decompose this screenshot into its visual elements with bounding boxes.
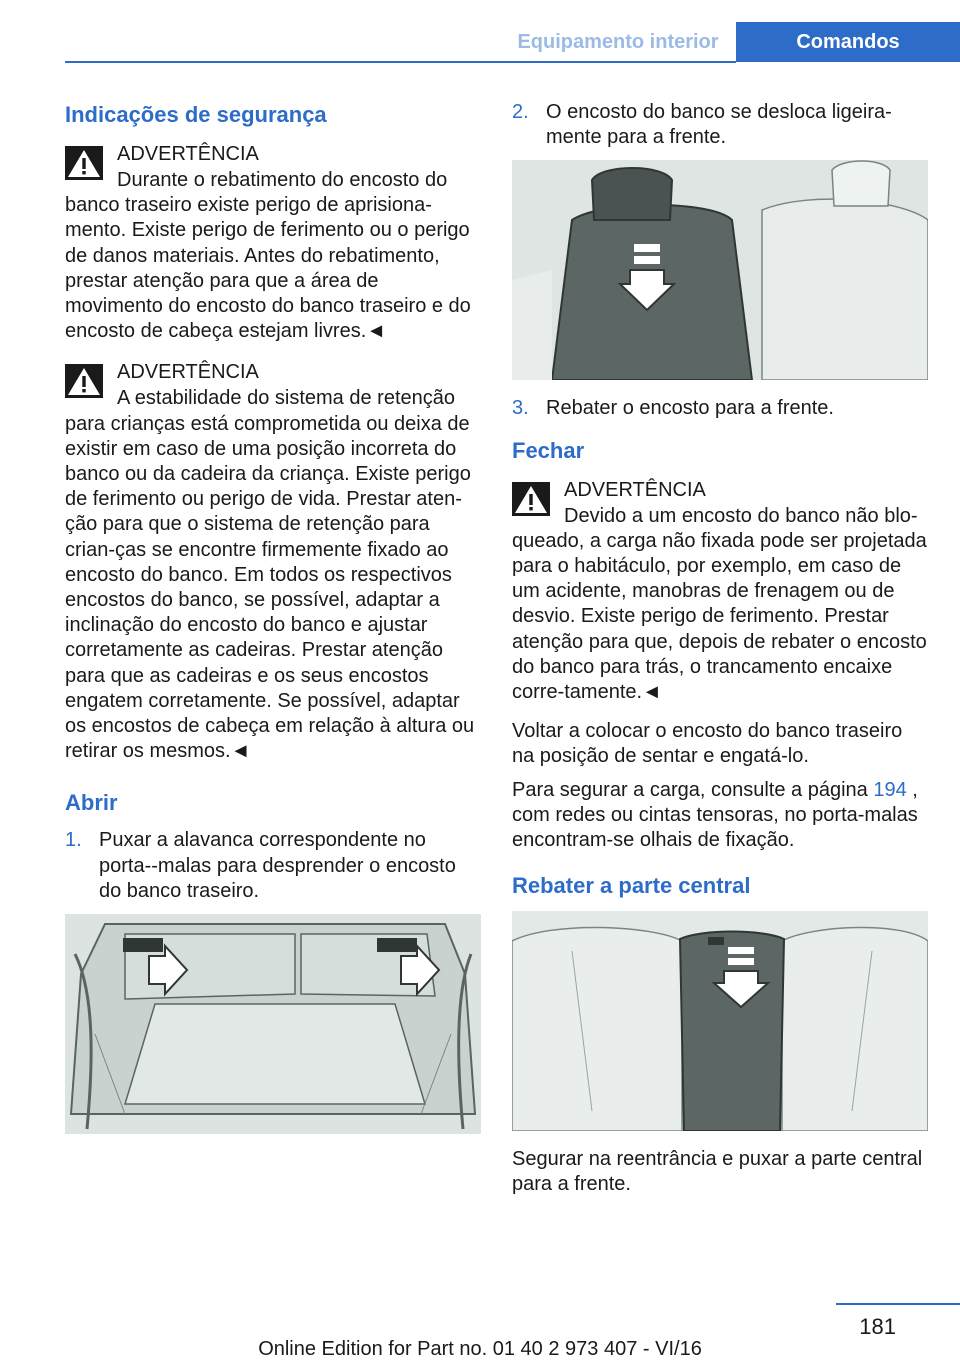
warning-title: ADVERTÊNCIA xyxy=(564,478,706,501)
step-item xyxy=(512,100,928,150)
warning-triangle-icon xyxy=(65,146,103,180)
cargo-text-post: , com redes ou cintas tensoras, no porta-malas encontram-se olhais de fixação. xyxy=(512,778,918,852)
open-steps xyxy=(65,828,481,904)
page-number: 181 xyxy=(859,1314,896,1339)
section-tab[interactable]: Equipamento interior xyxy=(517,30,719,53)
warning-title: ADVERTÊNCIA xyxy=(117,143,259,165)
backrest-release-illustration xyxy=(512,160,928,380)
trunk-release-lever-illustration xyxy=(65,914,481,1134)
warning-triangle-icon xyxy=(512,482,550,516)
warning-head xyxy=(65,140,481,193)
step-number: 3. xyxy=(512,397,529,420)
paragraph-reposition: Voltar a colocar o encosto do banco traseiro na posição de sentar e engatá-lo. xyxy=(512,720,903,768)
warning-triangle-icon xyxy=(65,364,103,398)
seat-drawing xyxy=(512,160,928,380)
open-steps-continued xyxy=(512,100,928,150)
warning-title: ADVERTÊNCIA xyxy=(117,361,259,384)
footer-rule xyxy=(836,1303,960,1305)
trunk-drawing xyxy=(65,914,481,1134)
warning-text: queado, a carga não fixada pode ser projetada para o habitáculo, por exemplo, em caso de um acidente, manobras de frenagem ou de desvio. Existe perigo de ferimento. Prestar atenção para que, depois de rebater o encosto do banco para trás, o trancamento encaixe corre-tamente.◄ xyxy=(512,529,927,704)
warning-text: banco traseiro existe perigo de aprisiona-mento. Existe perigo de ferimento ou o perigo de danos materiais. Antes do rebatimento, prestar atenção para que a área de movimento do encosto do banco traseiro e do encosto de cabeça estejam livres.◄ xyxy=(65,194,471,343)
edition-footer: Online Edition for Part no. 01 40 2 973 407 - VI/16 xyxy=(258,1338,702,1360)
center-heading: Rebater a parte central xyxy=(512,873,751,899)
warning-first-line: Devido a um encosto do banco não blo- xyxy=(564,504,918,527)
open-heading: Abrir xyxy=(65,790,118,816)
center-section-illustration xyxy=(512,911,928,1131)
close-heading: Fechar xyxy=(512,437,585,463)
warning-block-3 xyxy=(512,476,928,706)
step-item xyxy=(512,396,928,421)
step-number: 1. xyxy=(65,829,82,852)
warning-text: para crianças está comprometida ou deixa de existir em caso de uma posição incorreta do banco ou da cadeira da criança. Existe perigo de ferimento ou perigo de vida. Prestar aten-ção para que o sistema de retenção para crian-ças se encontre firmemente fixado ao encosto do banco. Em todos os respectivos encostos do banco, se possível, adaptar a inclinação do encosto do banco e ajustar corretamente as cadeiras. Prestar atenção para que as cadeiras e os seus encostos engatem corretamente. Se possível, adaptar os encostos de cabeça em relação à altura ou retirar os mesmos.◄ xyxy=(65,412,475,763)
paragraph-cargo xyxy=(512,778,928,854)
step-text: O encosto do banco se desloca ligeira-mente para a frente. xyxy=(546,101,892,149)
step-text: Rebater o encosto para a frente. xyxy=(546,397,834,420)
header-rule xyxy=(65,61,736,63)
page-link[interactable]: 194 xyxy=(873,778,907,801)
safety-heading: Indicações de segurança xyxy=(65,102,327,127)
step-number: 2. xyxy=(512,101,529,123)
right-column xyxy=(512,100,928,1206)
warning-head xyxy=(512,476,928,529)
warning-block-2 xyxy=(65,358,481,764)
warning-head xyxy=(65,358,481,411)
cargo-text-pre: Para segurar a carga, consulte a página xyxy=(512,778,874,801)
warning-first-line: Durante o rebatimento do encosto do xyxy=(117,169,448,191)
warning-block-1 xyxy=(65,140,481,344)
center-seat-drawing xyxy=(512,911,928,1131)
header-tabs xyxy=(500,22,960,62)
left-column xyxy=(65,100,481,1150)
open-steps-final xyxy=(512,396,928,421)
step-item xyxy=(65,828,481,904)
warning-first-line: A estabilidade do sistema de retenção xyxy=(117,387,455,410)
chapter-tab[interactable]: Comandos xyxy=(736,22,960,62)
step-text: Puxar a alavanca correspondente no porta--malas para desprender o encosto do banco traseiro. xyxy=(99,829,456,902)
paragraph-center: Segurar na reentrância e puxar a parte central para a frente. xyxy=(512,1148,923,1196)
